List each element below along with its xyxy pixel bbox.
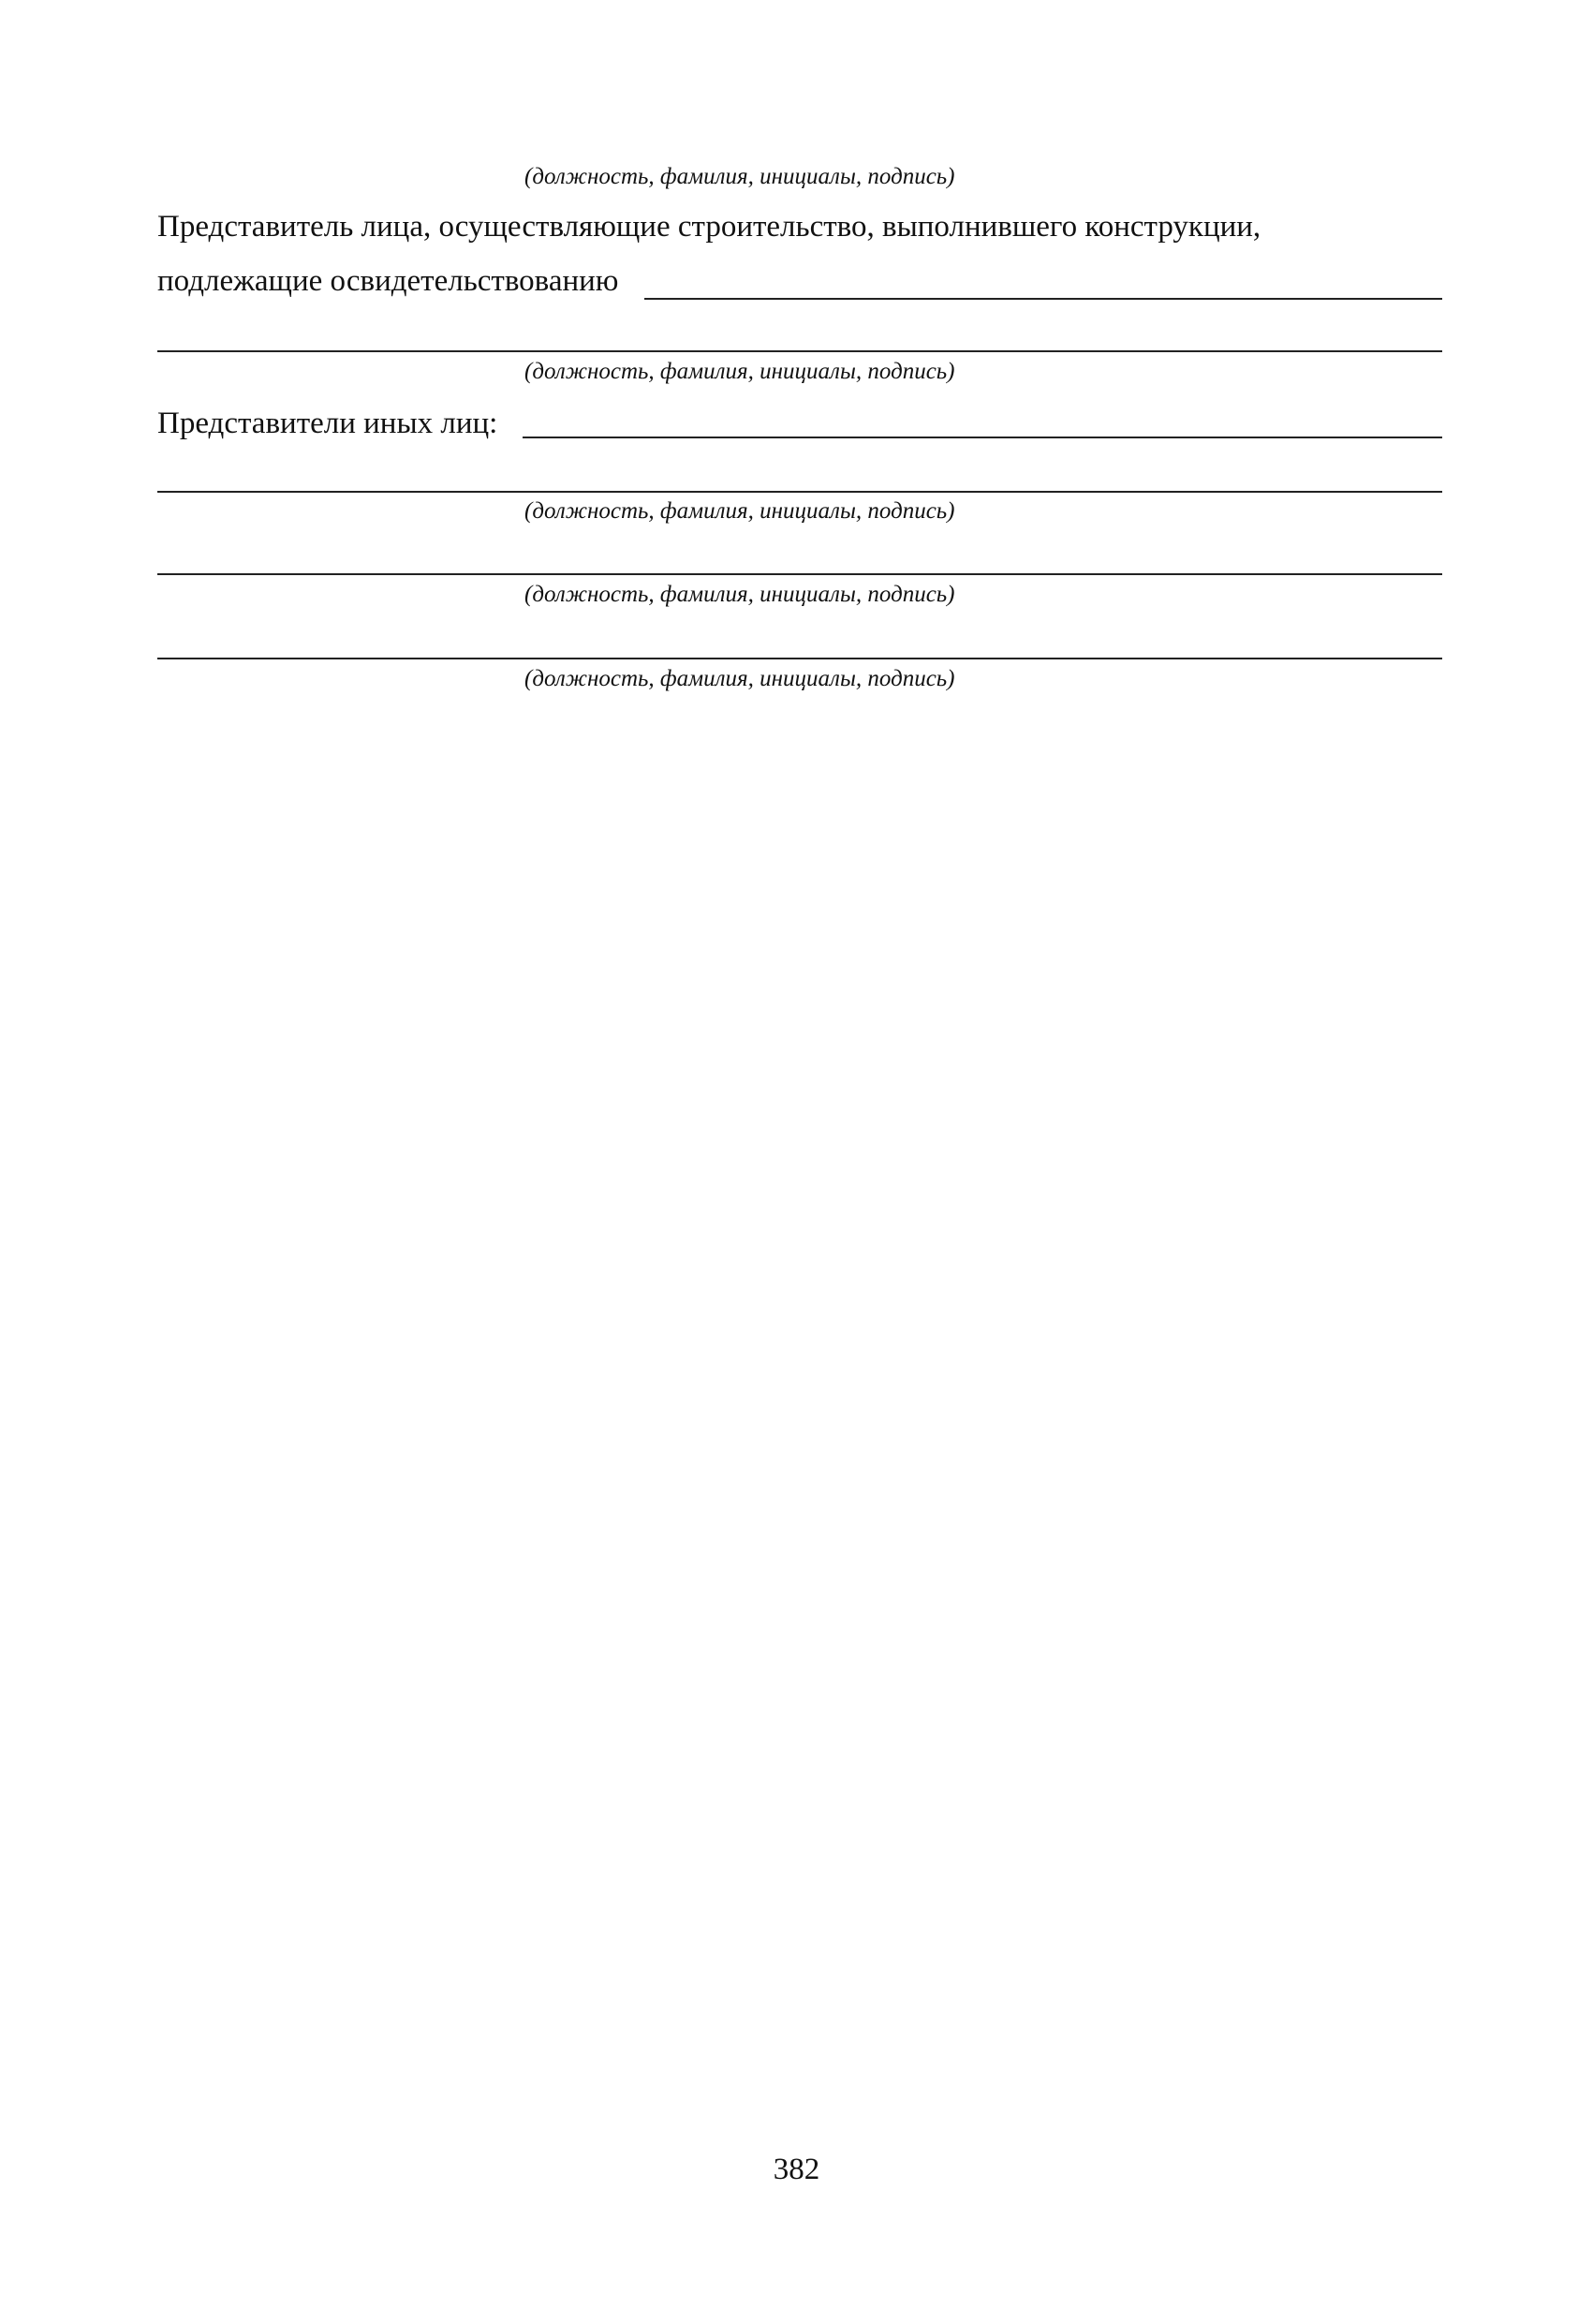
builder-rep-signature-caption: (должность, фамилия, инициалы, подпись) — [524, 359, 955, 384]
other-reps-label: Представители иных лиц: — [157, 407, 498, 440]
other-reps-signature-line-0[interactable] — [523, 437, 1442, 438]
page-number: 382 — [773, 2153, 820, 2186]
other-reps-signature-line-2[interactable] — [157, 573, 1442, 575]
other-reps-signature-caption-1: (должность, фамилия, инициалы, подпись) — [524, 498, 955, 524]
builder-rep-signature-line-1[interactable] — [644, 298, 1442, 300]
builder-rep-label-line1: Представитель лица, осуществляющие строительство, выполнившего конструкции, — [157, 210, 1261, 244]
other-reps-signature-caption-2: (должность, фамилия, инициалы, подпись) — [524, 582, 955, 607]
builder-rep-label-line2: подлежащие освидетельствованию — [157, 264, 619, 298]
signature-caption-top: (должность, фамилия, инициалы, подпись) — [524, 164, 955, 189]
builder-rep-signature-line-2[interactable] — [157, 350, 1442, 352]
other-reps-signature-caption-3: (должность, фамилия, инициалы, подпись) — [524, 666, 955, 691]
other-reps-signature-line-3[interactable] — [157, 658, 1442, 659]
other-reps-signature-line-1[interactable] — [157, 491, 1442, 493]
